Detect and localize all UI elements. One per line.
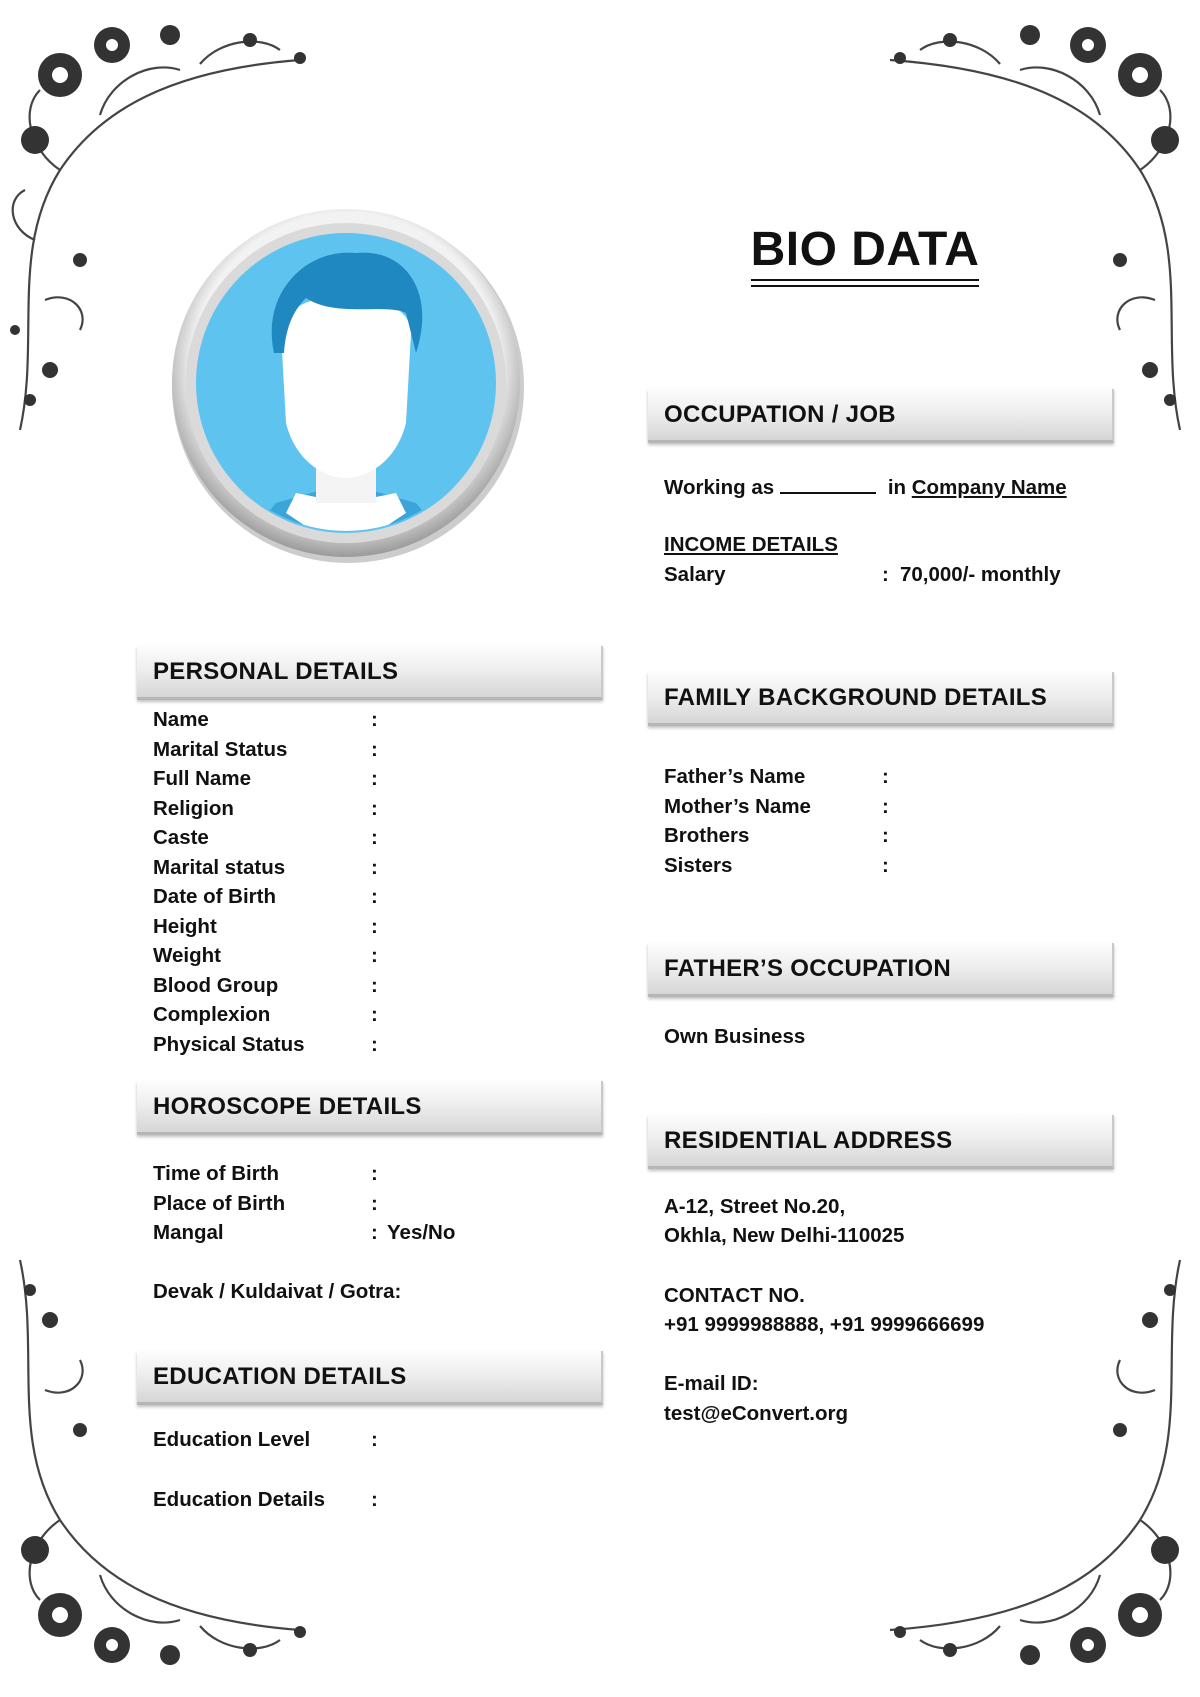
contact-value: +91 9999988888, +91 9999666699 [664,1313,985,1336]
field-label: Complexion [153,1003,271,1026]
field-label: Physical Status [153,1032,305,1056]
working-as-line [664,474,1067,500]
field-colon: : [882,794,889,818]
field-label: Brothers [664,824,750,847]
floral-ornament-bottom-left [0,1250,340,1697]
field-label: Father’s Name [664,765,806,788]
field-label: Mother’s Name [664,794,811,818]
profile-photo-avatar [166,203,526,563]
education-level-label: Education Level [153,1428,311,1451]
field-label: Weight [153,944,221,967]
field-label: Caste [153,826,209,849]
field-colon: : [371,1221,378,1244]
working-as-blank [780,474,876,494]
field-label: Sisters [664,853,733,877]
occupation-header: OCCUPATION / JOB [648,389,1114,443]
field-colon: : [371,944,378,967]
address-line-1: A-12, Street No.20, [664,1195,846,1218]
field-label: Blood Group [153,973,279,997]
education-details-colon: : [371,1488,378,1511]
education-level-colon: : [371,1428,378,1451]
field-label: Name [153,708,209,731]
education-details-header: EDUCATION DETAILS [137,1351,603,1405]
salary-colon: : [882,563,889,586]
family-background-header: FAMILY BACKGROUND DETAILS [648,672,1114,726]
field-label: Height [153,914,217,938]
field-label: Marital Status [153,737,288,761]
field-colon: : [371,767,378,790]
field-value: Yes/No [387,1221,456,1244]
field-label: Full Name [153,767,251,790]
field-colon: : [371,914,378,938]
working-as-label: Working as [664,476,775,499]
page-title: BIO DATA [700,222,1030,281]
horoscope-details-header: HOROSCOPE DETAILS [137,1081,603,1135]
field-colon: : [371,737,378,761]
address-line-2: Okhla, New Delhi-110025 [664,1224,905,1247]
floral-ornament-top-right [850,0,1200,440]
email-value: test@eConvert.org [664,1402,849,1425]
field-colon: : [371,855,378,879]
field-colon: : [371,1003,378,1026]
fathers-occupation-value: Own Business [664,1025,806,1048]
field-colon: : [882,765,889,788]
salary-value: 70,000/- monthly [900,563,1061,586]
fathers-occupation-header: FATHER’S OCCUPATION [648,943,1114,997]
field-colon: : [371,885,378,908]
field-label: Religion [153,796,234,820]
education-details-label: Education Details [153,1488,326,1511]
field-colon: : [371,973,378,997]
salary-label: Salary [664,563,726,586]
company-name: Company Name [911,476,1067,499]
field-label: Place of Birth [153,1191,286,1215]
field-colon: : [371,1162,378,1185]
devak-label: Devak / Kuldaivat / Gotra: [153,1280,402,1303]
field-colon: : [882,853,889,877]
field-label: Marital status [153,855,286,879]
field-colon: : [882,824,889,847]
field-label: Time of Birth [153,1162,280,1185]
field-colon: : [371,1032,378,1056]
field-colon: : [371,796,378,820]
email-label: E-mail ID: [664,1372,759,1395]
contact-label: CONTACT NO. [664,1284,805,1307]
income-details-heading: INCOME DETAILS [664,533,838,556]
personal-details-header: PERSONAL DETAILS [137,646,603,700]
in-text: in [887,476,907,499]
field-label: Date of Birth [153,885,276,908]
residential-address-header: RESIDENTIAL ADDRESS [648,1115,1114,1169]
field-colon: : [371,1191,378,1215]
field-colon: : [371,708,378,731]
field-colon: : [371,826,378,849]
field-label: Mangal [153,1221,224,1244]
